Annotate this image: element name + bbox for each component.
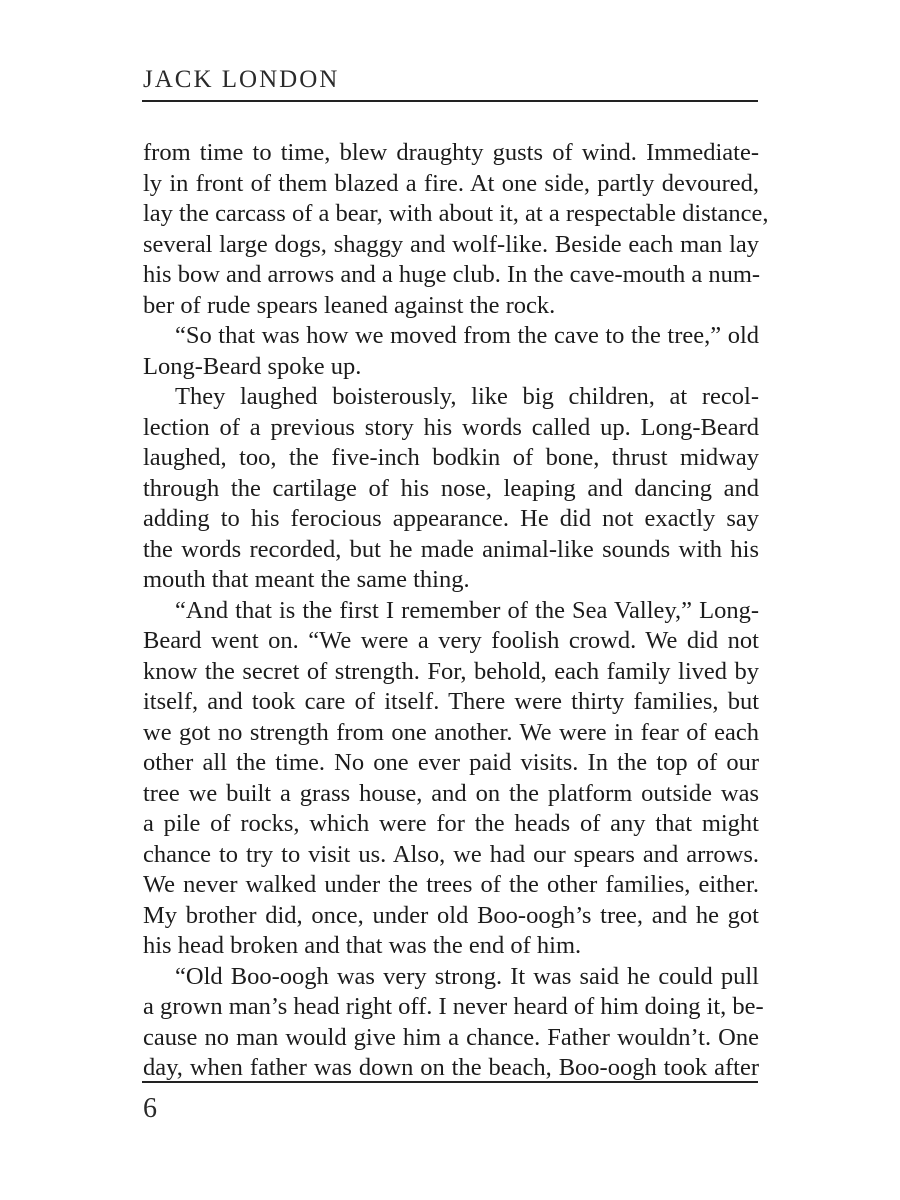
text-line: we got no strength from one another. We were in fear of each (143, 718, 759, 746)
text-line: other all the time. No one ever paid visits. In the top of our (143, 749, 759, 776)
text-line: adding to his ferocious appearance. He did not exactly say (143, 505, 759, 532)
body-text (143, 138, 769, 1084)
text-line: “Old Boo-oogh was very strong. It was said he could pull (175, 962, 759, 990)
text-line: a grown man’s head right off. I never heard of him doing it, be- (143, 993, 764, 1020)
text-line: from time to time, blew draughty gusts of wind. Immediate- (143, 139, 759, 166)
text-line: mouth that meant the same thing. (143, 566, 470, 593)
text-line: My brother did, once, under old Boo-oogh’s tree, and he got (143, 901, 759, 929)
text-line: know the secret of strength. For, behold, each family lived by (143, 657, 759, 685)
page-number: 6 (143, 1093, 157, 1124)
text-line: the words recorded, but he made animal-like sounds with his (143, 535, 759, 563)
text-line: ber of rude spears leaned against the rock. (143, 291, 556, 319)
text-line: lay the carcass of a bear, with about it, at a respectable distance, (143, 200, 769, 227)
text-line: Long-Beard spoke up. (143, 352, 362, 380)
text-line: “And that is the first I remember of the Sea Valley,” Long- (175, 596, 759, 624)
text-line: tree we built a grass house, and on the platform outside was (143, 779, 759, 807)
text-line: laughed, too, the five-inch bodkin of bone, thrust midway (143, 444, 759, 471)
text-line: lection of a previous story his words called up. Long-Beard (143, 413, 759, 441)
text-line: a pile of rocks, which were for the heads of any that might (143, 810, 759, 837)
text-line: through the cartilage of his nose, leaping and dancing and (143, 474, 759, 502)
text-line: his bow and arrows and a huge club. In the cave-mouth a num- (143, 261, 761, 288)
text-line: ly in front of them blazed a fire. At one side, partly devoured, (143, 169, 759, 197)
text-line: Beard went on. “We were a very foolish crowd. We did not (143, 627, 759, 654)
text-line: We never walked under the trees of the other families, either. (143, 871, 759, 898)
text-line: day, when father was down on the beach, Boo-oogh took after (143, 1054, 759, 1081)
running-head-author: JACK LONDON (143, 66, 340, 93)
text-line: chance to try to visit us. Also, we had our spears and arrows. (143, 840, 759, 868)
text-line: his head broken and that was the end of him. (143, 932, 582, 959)
text-line: several large dogs, shaggy and wolf-like. Beside each man lay (143, 230, 759, 258)
text-line: They laughed boisterously, like big children, at recol- (175, 383, 759, 410)
text-line: cause no man would give him a chance. Father wouldn’t. One (143, 1023, 759, 1051)
header-rule (142, 100, 758, 102)
footer-rule (142, 1081, 758, 1083)
text-line: “So that was how we moved from the cave to the tree,” old (175, 322, 759, 349)
text-line: itself, and took care of itself. There were thirty families, but (143, 688, 759, 715)
